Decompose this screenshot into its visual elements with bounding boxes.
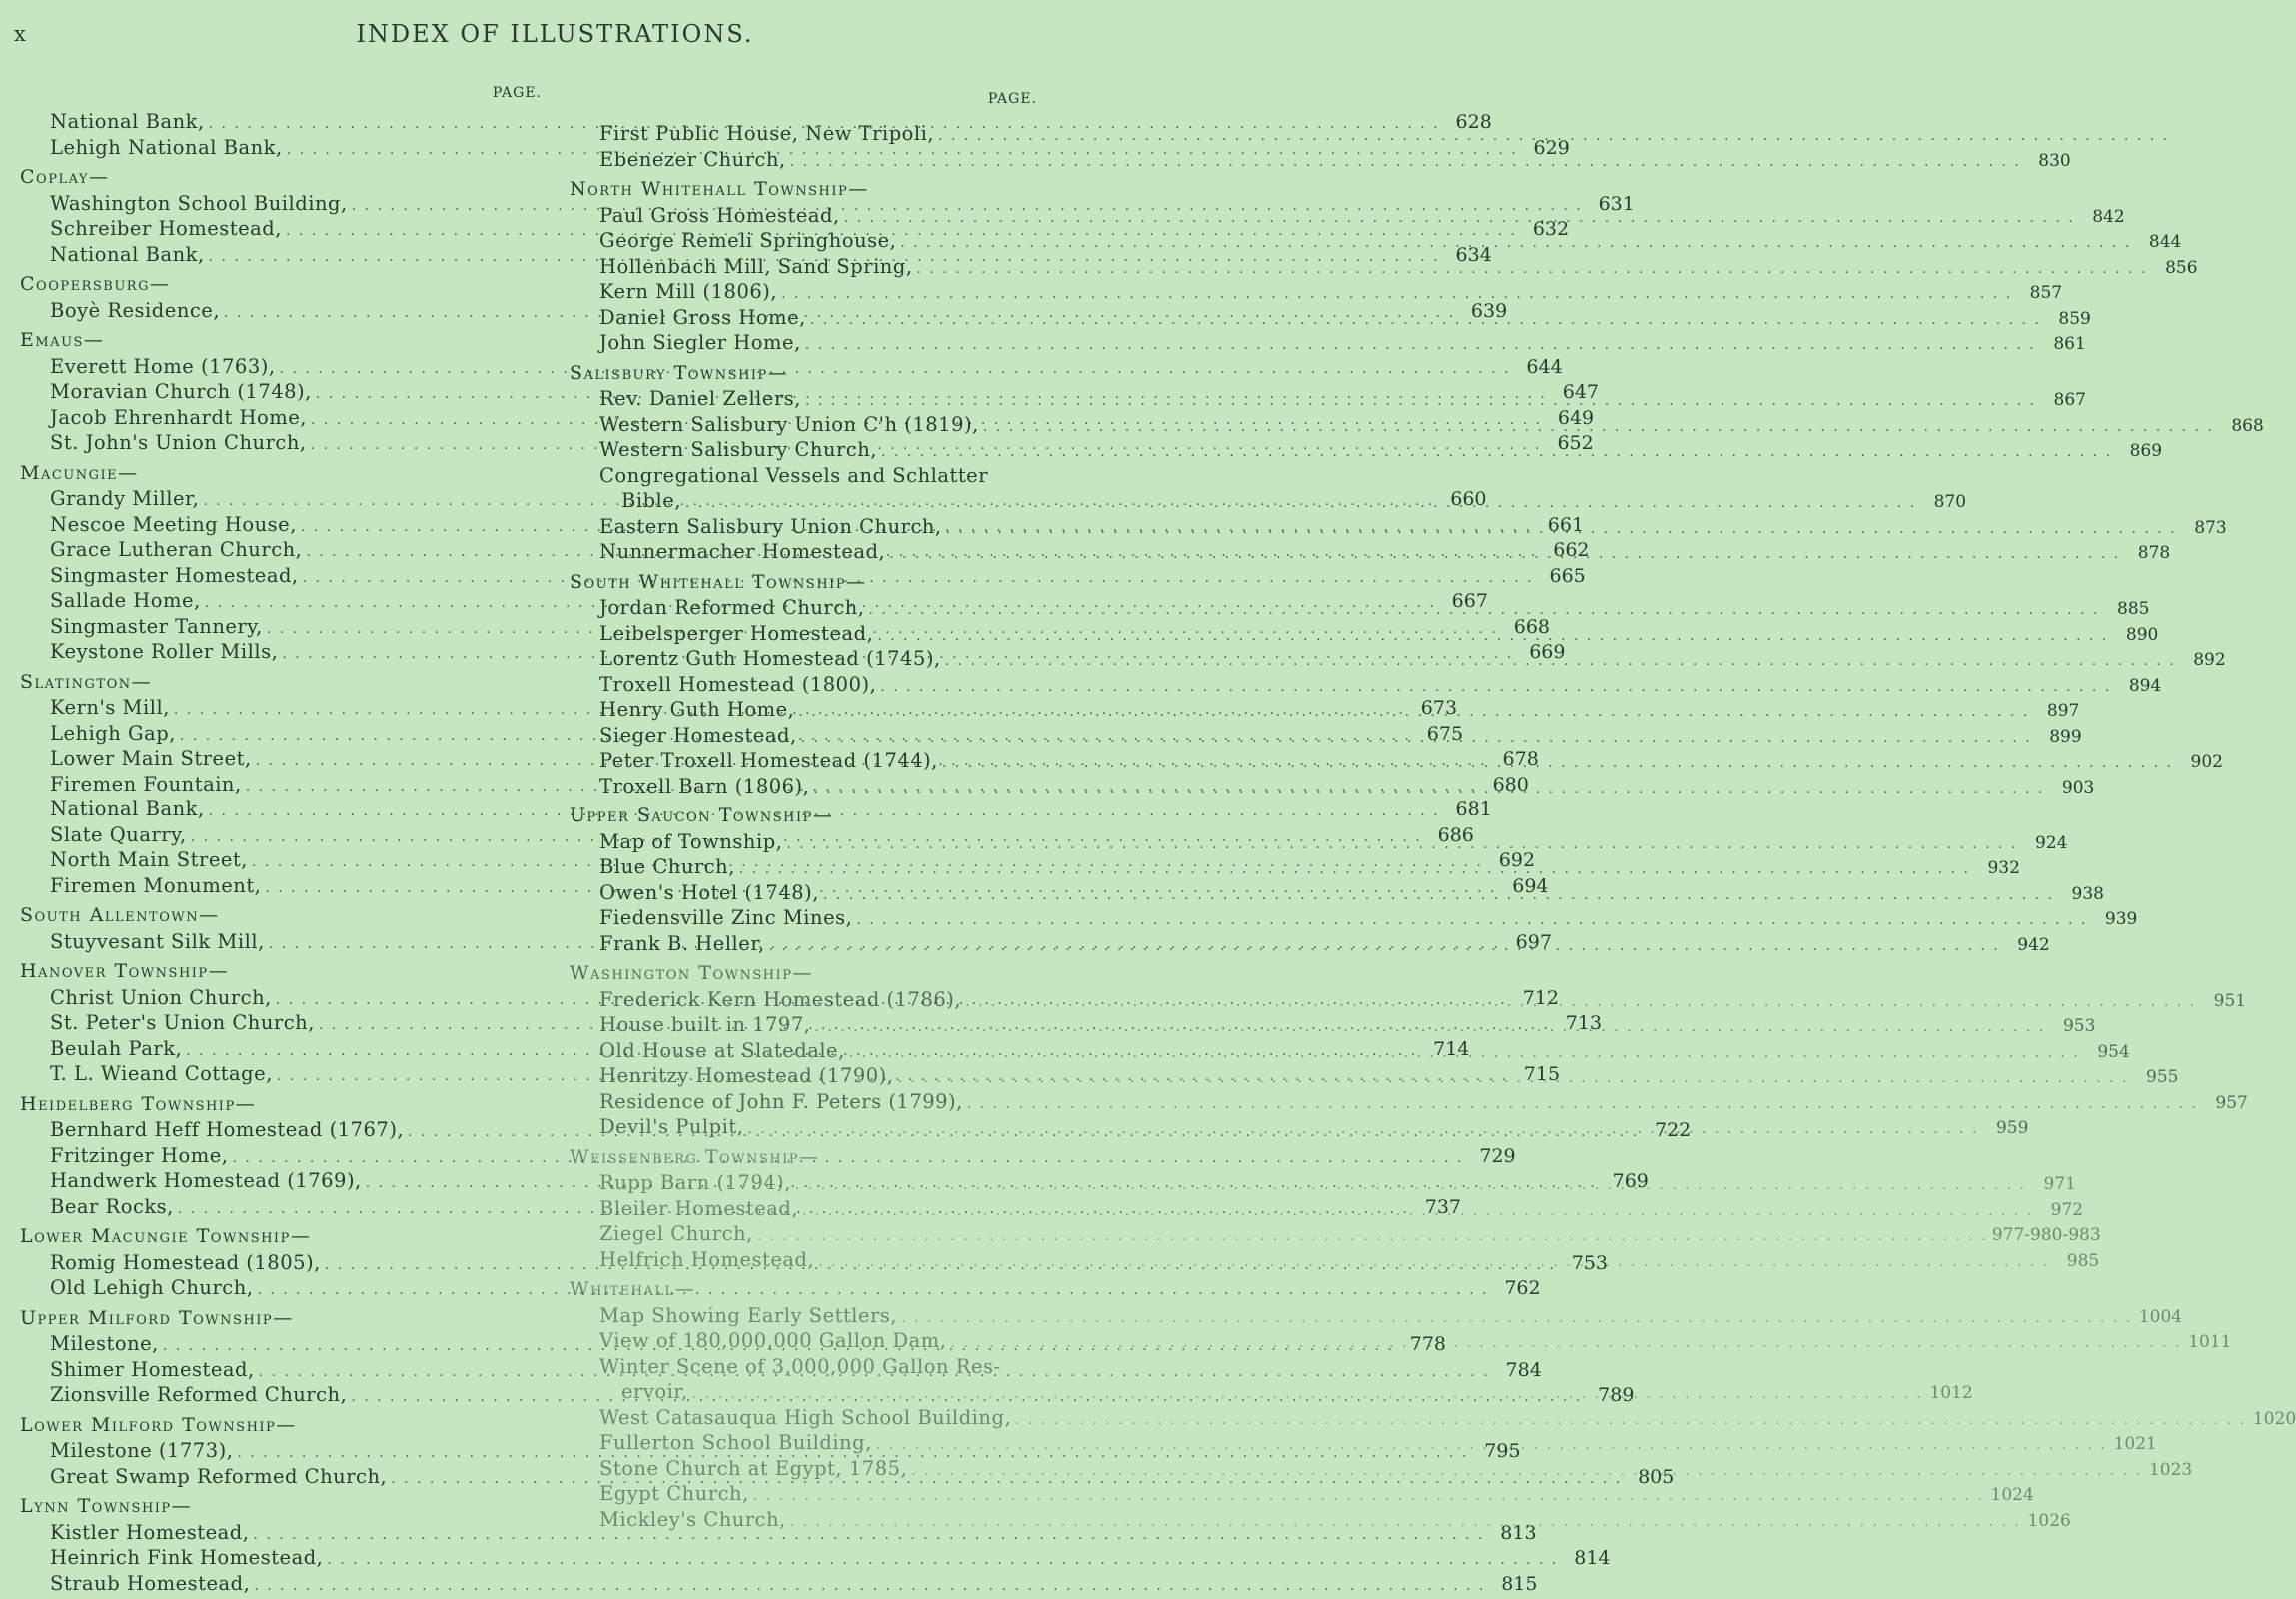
entry-title: Lorentz Guth Homestead (1745), xyxy=(599,647,941,670)
entry-title: Helfrich Homestead, xyxy=(599,1247,815,1271)
dot-leader xyxy=(852,908,2091,934)
entry-title: Troxell Homestead (1800), xyxy=(599,672,877,696)
dot-leader xyxy=(250,1574,1489,1599)
dot-leader xyxy=(814,1250,2053,1276)
page-number: 859 xyxy=(2058,308,2091,329)
dot-leader xyxy=(735,857,1974,883)
entry-title: Ziegel Church, xyxy=(599,1222,753,1245)
page-number: 971 xyxy=(2043,1174,2076,1194)
dot-leader xyxy=(323,1548,1562,1574)
page-number: 1021 xyxy=(2113,1434,2157,1454)
page-number: 697 xyxy=(1515,930,1552,953)
entry-title: John Siegler Home, xyxy=(599,331,801,354)
page-number: 885 xyxy=(2117,599,2150,619)
page-number: 842 xyxy=(2092,206,2125,227)
entry-title: Western Salisbury Union C'h (1819), xyxy=(599,412,979,436)
page-number: 861 xyxy=(2053,334,2086,354)
page-number: 678 xyxy=(1502,748,1539,770)
dot-leader xyxy=(865,598,2104,624)
dot-leader xyxy=(894,1066,2133,1092)
dot-leader xyxy=(885,542,2124,568)
entry-title: Rupp Barn (1794), xyxy=(599,1171,791,1194)
entry-title: Romig Homestead (1805), xyxy=(50,1250,321,1274)
entry-title: House built in 1797, xyxy=(599,1013,811,1036)
page-number: 857 xyxy=(2029,283,2063,303)
dot-leader xyxy=(819,883,2058,909)
entry-title: Firemen Monument, xyxy=(50,873,262,897)
entry-title: Kern's Mill, xyxy=(50,696,170,719)
entry-title: Bear Rocks, xyxy=(50,1194,174,1218)
dot-leader xyxy=(840,206,2079,232)
page-number: 1023 xyxy=(2148,1459,2193,1480)
entry-title: Milestone (1773), xyxy=(50,1439,234,1462)
page-number: 953 xyxy=(2062,1016,2096,1036)
page-number: 957 xyxy=(2215,1092,2248,1113)
entry-title: George Remeli Springhouse, xyxy=(599,229,897,252)
section-heading: Lower Milford Township— xyxy=(20,1413,297,1436)
entry-title: Congregational Vessels and Schlatter xyxy=(599,463,989,487)
section-heading: Upper Saucon Township— xyxy=(570,804,834,826)
dot-leader xyxy=(1011,1408,2250,1434)
dot-leader xyxy=(961,990,2200,1016)
page-number: 955 xyxy=(2146,1067,2179,1087)
index-entry xyxy=(20,1545,1611,1571)
entry-title: Jacob Ehrenhardt Home, xyxy=(50,405,307,429)
page-number: 959 xyxy=(1995,1118,2029,1138)
entry-title: Egypt Church, xyxy=(599,1482,749,1505)
entry-title: Jordan Reformed Church, xyxy=(599,596,865,619)
entry-title: Christ Union Church, xyxy=(50,985,272,1009)
index-entry xyxy=(570,1405,2296,1431)
section-heading: Salisbury Township— xyxy=(570,361,789,384)
page-number: 868 xyxy=(2231,415,2264,436)
dot-leader xyxy=(876,675,2115,701)
dot-leader xyxy=(782,832,2021,858)
dot-leader xyxy=(791,1173,2030,1199)
page-number: 784 xyxy=(1505,1358,1542,1381)
page-number: 903 xyxy=(2061,777,2095,798)
dot-leader xyxy=(798,1199,2037,1225)
page-number: 639 xyxy=(1470,299,1508,322)
dot-leader xyxy=(797,726,2036,752)
page-number: 649 xyxy=(1557,406,1595,429)
page-number: 669 xyxy=(1529,641,1566,663)
entry-title: Bernhard Heff Homestead (1767), xyxy=(50,1118,405,1141)
section-heading: Lynn Township— xyxy=(20,1495,193,1517)
entry-title: Frederick Kern Homestead (1786), xyxy=(599,987,962,1011)
entry-title: Leibelsperger Homestead, xyxy=(599,621,874,645)
entry-title: Slate Quarry, xyxy=(50,822,187,846)
entry-title: St. John's Union Church, xyxy=(50,431,307,454)
section-heading: South Whitehall Township— xyxy=(570,570,867,593)
page-number: 686 xyxy=(1437,823,1474,846)
entry-title: Mickley's Church, xyxy=(599,1507,786,1531)
entry-title: Paul Gross Homestead, xyxy=(599,203,840,227)
dot-leader xyxy=(794,700,2033,726)
entry-title: Shimer Homestead, xyxy=(50,1357,255,1381)
dot-leader xyxy=(877,440,2116,466)
section-heading: Coopersburg— xyxy=(20,273,171,295)
entry-title: Heinrich Fink Homestead, xyxy=(50,1546,324,1569)
entry-title: Milestone, xyxy=(50,1332,159,1355)
entry-title: Bleiler Homestead, xyxy=(599,1196,799,1220)
entry-title: Rev. Daniel Zellers, xyxy=(599,387,801,410)
index-entry xyxy=(570,1354,1019,1380)
dot-leader xyxy=(942,517,2181,543)
index-entry xyxy=(570,330,2086,356)
entry-title: Schreiber Homestead, xyxy=(50,217,282,240)
entry-title: Fullerton School Building, xyxy=(599,1431,872,1454)
page-number: 870 xyxy=(1933,492,1967,512)
entry-title: Handwerk Homestead (1769), xyxy=(50,1169,362,1192)
entry-title: Ebenezer Church, xyxy=(599,147,786,171)
entry-title: Residence of John F. Peters (1799), xyxy=(599,1089,963,1113)
page-folio: x xyxy=(14,22,27,46)
section-heading: Upper Milford Township— xyxy=(20,1306,294,1329)
dot-leader xyxy=(897,1306,2136,1332)
section-heading: Whitehall— xyxy=(570,1278,696,1300)
index-entry xyxy=(570,1089,2248,1115)
page-number: 985 xyxy=(2066,1250,2100,1271)
page-number: 753 xyxy=(1571,1251,1608,1274)
entry-title: Daniel Gross Home, xyxy=(599,305,806,329)
entry-title: West Catasauqua High School Building, xyxy=(599,1405,1012,1429)
page-number: 628 xyxy=(1455,111,1492,133)
entry-title: Eastern Salisbury Union Church, xyxy=(599,514,942,538)
page-number: 1004 xyxy=(2138,1306,2183,1327)
page-number: 1020 xyxy=(2252,1408,2296,1429)
entry-title: National Bank, xyxy=(50,242,205,266)
page-number: 844 xyxy=(2148,232,2182,252)
dot-leader xyxy=(809,777,2048,802)
page-number: 665 xyxy=(1549,564,1586,587)
entry-title: Henry Guth Home, xyxy=(599,698,795,721)
entry-title: Stuyvesant Silk Mill, xyxy=(50,929,265,953)
index-entry xyxy=(20,1571,1538,1597)
page-number: 932 xyxy=(1987,858,2020,878)
page-number: 662 xyxy=(1553,539,1590,561)
dot-leader xyxy=(979,415,2218,441)
dot-leader xyxy=(896,231,2135,257)
page-number: 815 xyxy=(1501,1572,1538,1595)
dot-leader xyxy=(946,1331,2185,1357)
dot-leader xyxy=(743,1117,1982,1143)
dot-leader xyxy=(806,308,2045,334)
entry-title: Nescoe Meeting House, xyxy=(50,512,297,536)
entry-title: Keystone Roller Mills, xyxy=(50,640,279,663)
page-number: 789 xyxy=(1598,1384,1635,1406)
entry-title: First Public House, New Tripoli, xyxy=(599,122,935,145)
page-number: 954 xyxy=(2097,1041,2130,1062)
entry-title: Great Swamp Reformed Church, xyxy=(50,1464,388,1488)
page-number: 942 xyxy=(2017,934,2050,955)
dot-leader xyxy=(801,333,2040,359)
page-number: 867 xyxy=(2053,390,2086,410)
section-heading: Lower Macungie Township— xyxy=(20,1225,312,1247)
index-entry xyxy=(570,672,2162,698)
entry-title: Straub Homestead, xyxy=(50,1571,251,1595)
dot-leader xyxy=(777,282,2016,308)
page-number: 1024 xyxy=(1990,1485,2034,1505)
page-title: INDEX OF ILLUSTRATIONS. xyxy=(356,20,754,48)
page-number: 675 xyxy=(1426,722,1464,745)
section-heading: North Whitehall Township— xyxy=(570,178,869,200)
dot-leader xyxy=(938,751,2177,777)
entry-title: North Main Street, xyxy=(50,848,248,871)
page-number: 795 xyxy=(1484,1440,1521,1462)
dot-leader xyxy=(786,150,2025,176)
index-entry xyxy=(570,463,1019,489)
dot-leader xyxy=(963,1092,2202,1118)
dot-leader xyxy=(845,1041,2084,1067)
page-number: 631 xyxy=(1598,192,1635,215)
page-number: 712 xyxy=(1522,986,1559,1009)
section-heading: South Allentown— xyxy=(20,904,220,926)
dot-leader xyxy=(765,934,2004,960)
index-entry xyxy=(570,1303,2183,1329)
entry-title: Sallade Home, xyxy=(50,589,201,612)
index-entry xyxy=(570,279,2063,305)
entry-title: Beulah Park, xyxy=(50,1036,183,1060)
entry-title: Lehigh National Bank, xyxy=(50,135,283,159)
page-number: 673 xyxy=(1420,697,1458,719)
entry-title: Western Salisbury Church, xyxy=(599,438,878,461)
page-number: 805 xyxy=(1638,1465,1675,1488)
entry-title: Firemen Fountain, xyxy=(50,772,242,796)
entry-title: Singmaster Homestead, xyxy=(50,563,299,587)
entry-title: National Bank, xyxy=(50,798,205,820)
page-number: 899 xyxy=(2049,726,2082,747)
dot-leader xyxy=(753,1224,1992,1250)
page-number: 894 xyxy=(2128,675,2162,696)
entry-title: Devil's Pulpit, xyxy=(599,1115,744,1138)
page-number: 713 xyxy=(1565,1012,1603,1034)
dot-leader xyxy=(913,257,2152,283)
dot-leader xyxy=(786,1510,2025,1536)
entry-title: Peter Troxell Homestead (1744), xyxy=(599,749,938,772)
page-number: 924 xyxy=(2034,832,2068,853)
entry-title: Henritzy Homestead (1790), xyxy=(599,1064,894,1087)
dot-leader xyxy=(749,1484,1988,1510)
section-heading: Macungie— xyxy=(20,461,139,484)
entry-title: Sieger Homestead, xyxy=(599,723,797,747)
page-number: 939 xyxy=(2104,909,2138,929)
entry-title: National Bank, xyxy=(50,110,205,133)
section-heading: Emaus— xyxy=(20,329,105,351)
entry-title: Fiedensville Zinc Mines, xyxy=(599,906,853,929)
entry-title: Blue Church, xyxy=(599,855,735,878)
entry-title-continuation: ervoir, xyxy=(621,1380,688,1403)
section-heading: Coplay— xyxy=(20,166,110,188)
page-number: 660 xyxy=(1450,488,1487,510)
entry-title: Kern Mill (1806), xyxy=(599,280,778,303)
dot-leader xyxy=(810,1015,2049,1041)
index-entry xyxy=(570,121,1019,147)
entry-title: Lehigh Gap, xyxy=(50,721,176,745)
page-number: 869 xyxy=(2129,441,2163,461)
dot-leader xyxy=(872,1433,2111,1459)
entry-title: Owen's Hotel (1748), xyxy=(599,880,819,904)
entry-title: Fritzinger Home, xyxy=(50,1143,229,1167)
page-number: 814 xyxy=(1574,1547,1611,1569)
page-number: 873 xyxy=(2194,517,2227,538)
page-number: 972 xyxy=(2050,1199,2084,1220)
index-entry xyxy=(570,1221,2101,1247)
dot-leader xyxy=(873,624,2112,650)
page-number: 668 xyxy=(1513,615,1551,638)
page-number: 1011 xyxy=(2188,1332,2232,1352)
entry-title: Old House at Slatedale, xyxy=(599,1038,845,1062)
page-number: 762 xyxy=(1504,1277,1541,1299)
page-number: 629 xyxy=(1533,136,1570,159)
page-number: 667 xyxy=(1451,590,1488,612)
page-number: 729 xyxy=(1479,1144,1516,1167)
page-number: 813 xyxy=(1500,1521,1537,1544)
page-number: 647 xyxy=(1562,381,1599,403)
page-number: 951 xyxy=(2213,990,2247,1011)
section-heading: Washington Township— xyxy=(570,962,813,984)
entry-title: Everett Home (1763), xyxy=(50,354,276,378)
entry-title: Map Showing Early Settlers, xyxy=(599,1303,898,1327)
page-number: 897 xyxy=(2046,701,2080,721)
entry-title: Washington School Building, xyxy=(50,191,348,215)
page-column-header: PAGE. xyxy=(987,91,1037,107)
page-number: 680 xyxy=(1492,773,1529,796)
page-number: 778 xyxy=(1409,1333,1446,1355)
entry-title: Grandy Miller, xyxy=(50,487,200,510)
page-number: 977-980-983 xyxy=(1991,1225,2101,1245)
entry-title: Frank B. Heller, xyxy=(599,931,765,955)
page-number: 644 xyxy=(1526,355,1563,378)
page-column-header: PAGE. xyxy=(492,85,542,101)
page-number: 830 xyxy=(2038,150,2071,171)
entry-title: Boyè Residence, xyxy=(50,298,221,322)
page-number: 652 xyxy=(1557,432,1594,454)
page-number: 890 xyxy=(2125,624,2159,645)
dot-leader xyxy=(934,124,2173,150)
page-number: 681 xyxy=(1455,799,1492,820)
page-number: 661 xyxy=(1547,513,1585,536)
entry-title: St. Peter's Union Church, xyxy=(50,1011,315,1034)
page-number: 769 xyxy=(1612,1170,1649,1192)
entry-title: Zionsville Reformed Church, xyxy=(50,1383,348,1406)
entry-title: Stone Church at Egypt, 1785, xyxy=(599,1456,908,1480)
section-heading: Weissenberg Township— xyxy=(570,1145,820,1168)
page-number: 737 xyxy=(1424,1195,1462,1218)
dot-leader xyxy=(907,1459,2146,1485)
dot-leader xyxy=(941,649,2180,675)
page-number: 692 xyxy=(1498,849,1536,871)
page-number: 892 xyxy=(2193,650,2226,670)
section-heading: Heidelberg Township— xyxy=(20,1092,257,1115)
page-number: 938 xyxy=(2071,883,2104,904)
entry-title: Winter Scene of 3,000,000 Gallon Res- xyxy=(599,1354,1001,1378)
index-entry xyxy=(570,1481,2034,1507)
entry-title: Troxell Barn (1806), xyxy=(599,774,810,798)
page-number: 902 xyxy=(2190,752,2223,772)
page-number: 694 xyxy=(1512,874,1549,897)
page-number: 634 xyxy=(1455,243,1492,266)
entry-title: Kistler Homestead, xyxy=(50,1520,250,1544)
page-number: 878 xyxy=(2137,543,2171,563)
entry-title: Singmaster Tannery, xyxy=(50,614,263,638)
section-heading: Slatington— xyxy=(20,670,153,693)
entry-title: Nunnermacher Homestead, xyxy=(599,540,886,563)
index-entry xyxy=(570,905,2138,931)
entry-title-continuation: Bible, xyxy=(621,489,682,512)
entry-title: Grace Lutheran Church, xyxy=(50,538,303,561)
entry-title: Lower Main Street, xyxy=(50,747,252,770)
index-entry xyxy=(20,1520,1537,1546)
entry-title: View of 180,000,000 Gallon Dam, xyxy=(599,1329,947,1352)
page-number: 632 xyxy=(1532,218,1570,240)
entry-title: Map of Township, xyxy=(599,829,783,853)
entry-title: T. L. Wieand Cottage, xyxy=(50,1062,273,1085)
entry-title: Moravian Church (1748), xyxy=(50,380,312,403)
page-number: 856 xyxy=(2165,257,2198,278)
page-number: 715 xyxy=(1523,1063,1561,1085)
entry-title: Hollenbach Mill, Sand Spring, xyxy=(599,254,913,278)
page-number: 714 xyxy=(1433,1037,1470,1060)
dot-leader xyxy=(801,389,2040,415)
page-number: 1012 xyxy=(1929,1383,1973,1403)
page-number: 1026 xyxy=(2027,1510,2071,1531)
section-heading: Hanover Township— xyxy=(20,960,230,982)
entry-title: Old Lehigh Church, xyxy=(50,1276,254,1299)
page-number: 722 xyxy=(1654,1119,1692,1141)
